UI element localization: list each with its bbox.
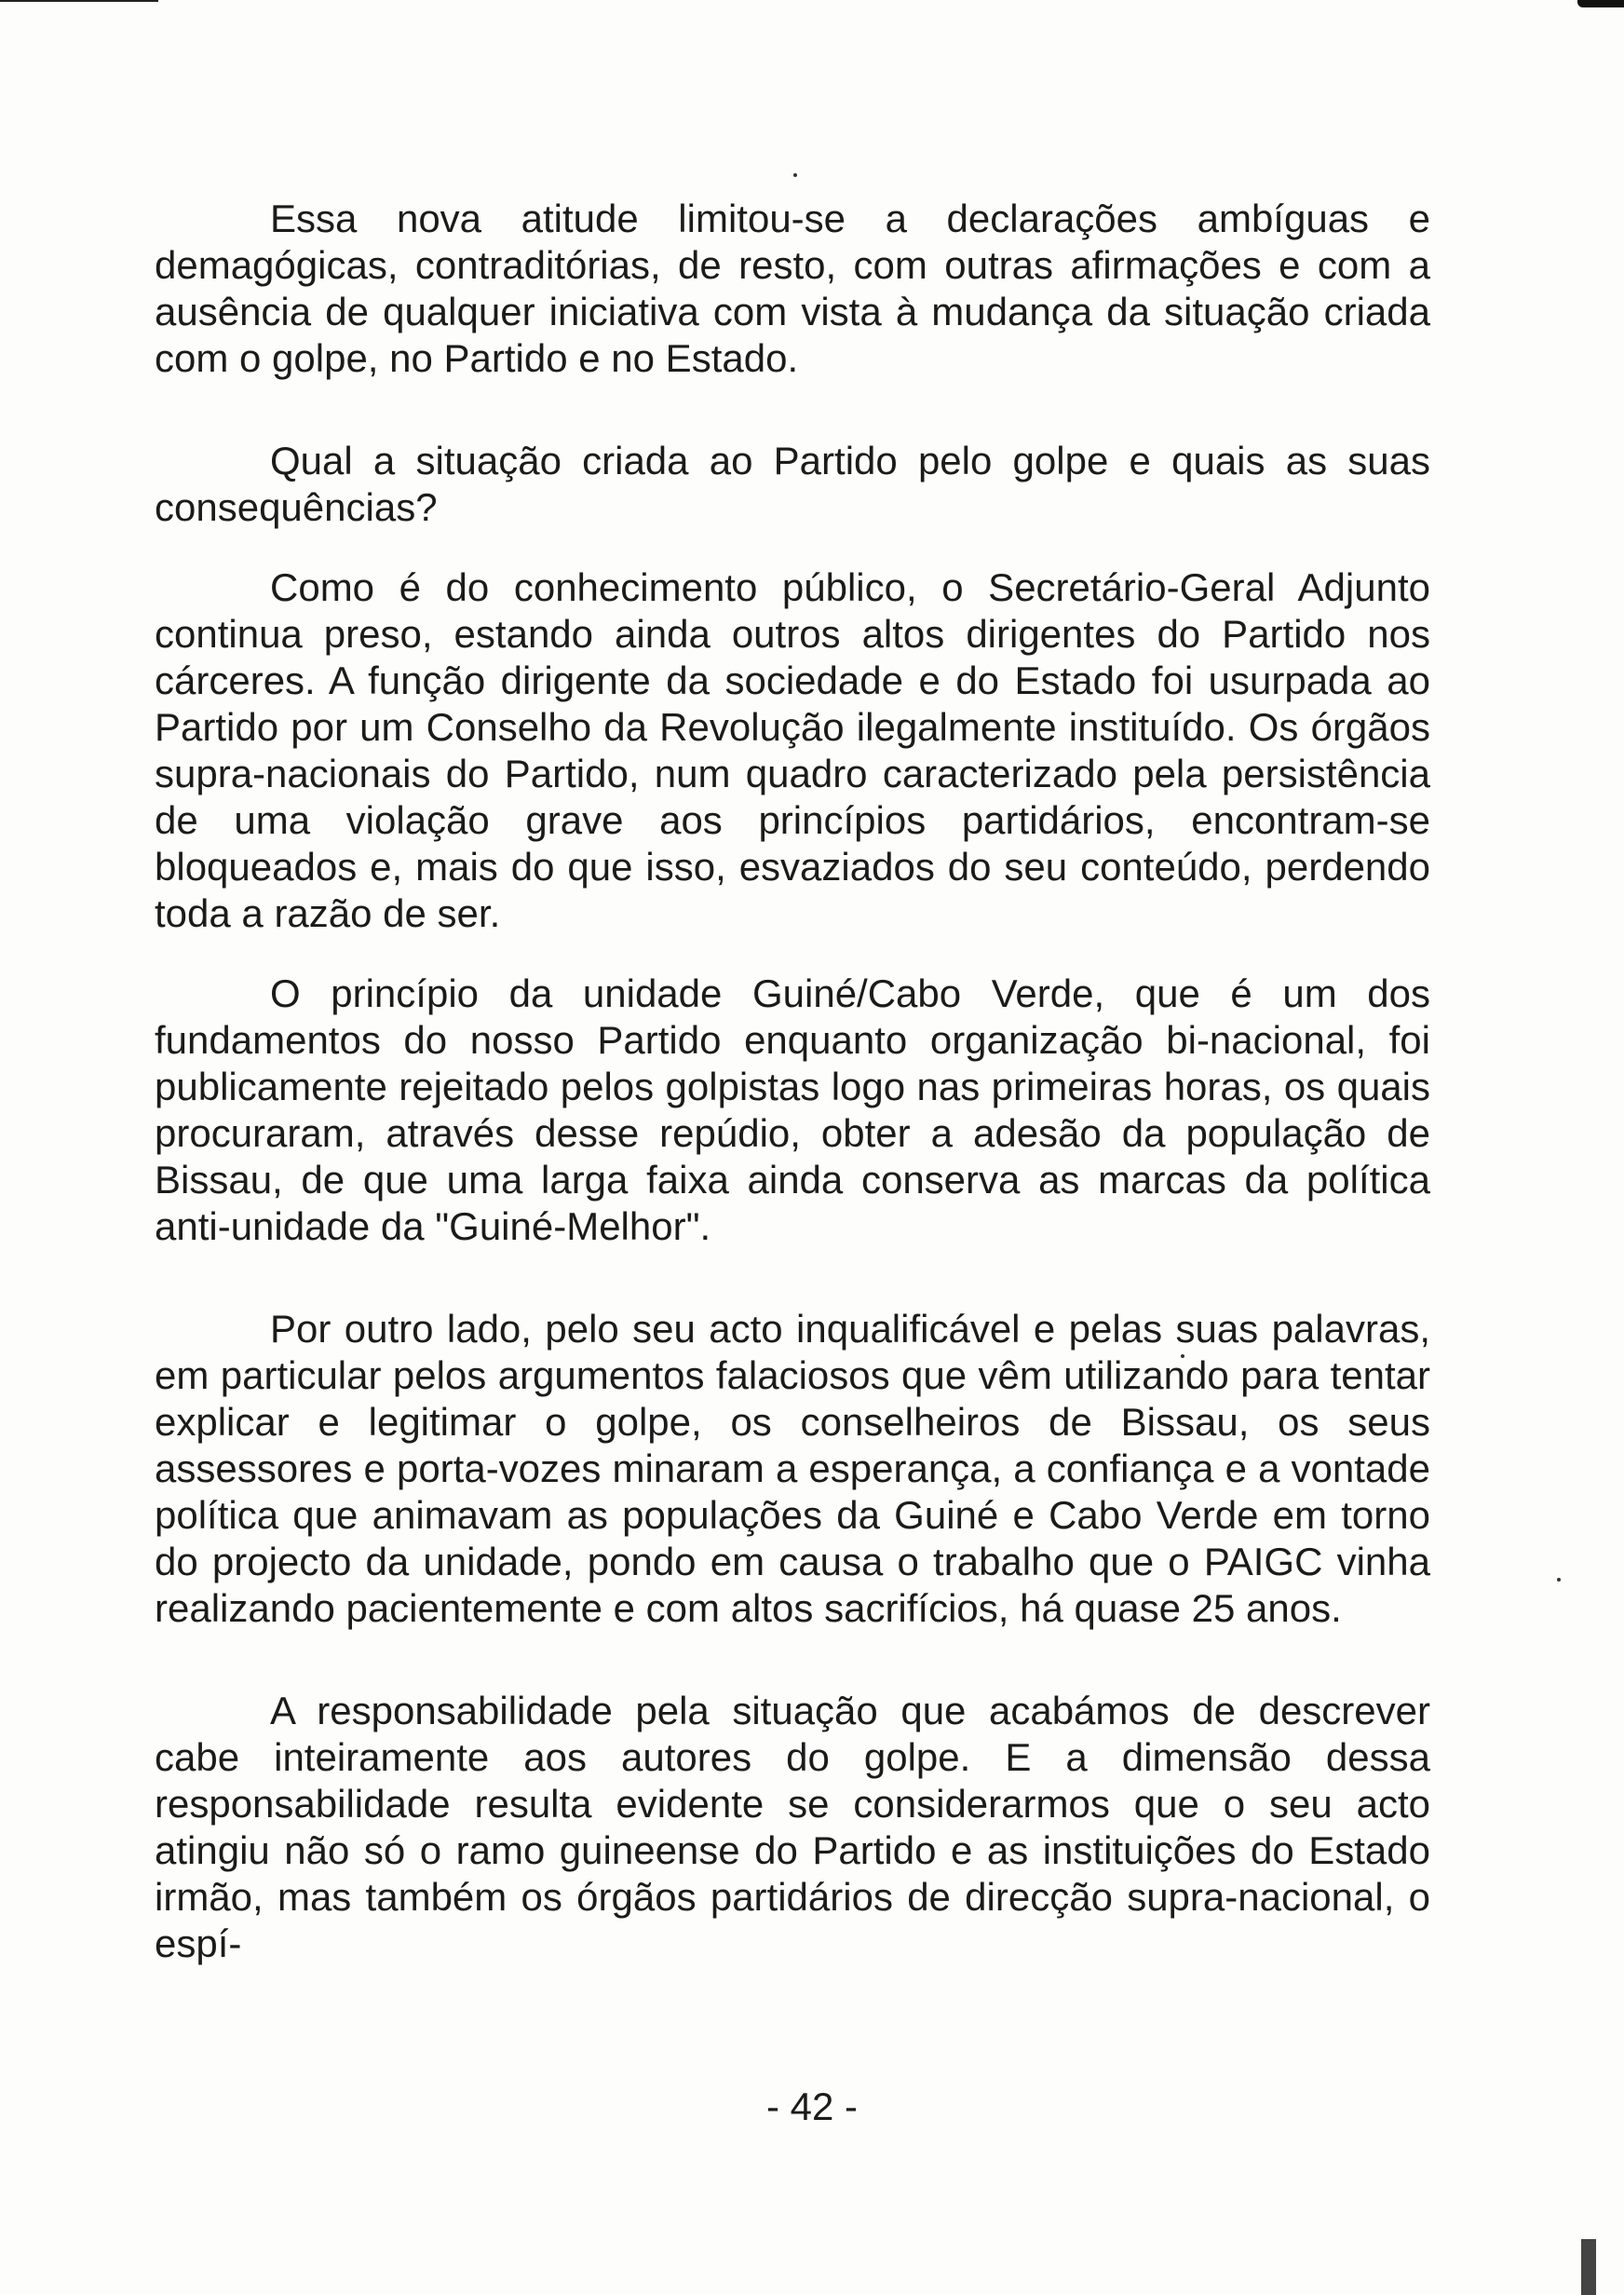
scan-edge-shadow: [1581, 2239, 1596, 2295]
scan-corner-mark: [1577, 0, 1624, 7]
paragraph-3: Como é do conhecimento público, o Secretário-Geral Adjunto continua preso, estando ainda outros altos dirigentes do Partido nos cárceres. A função dirigente da sociedade e do Estado foi usurpada ao Partido por um Conselho da Revolução ilegalmente instituído. Os órgãos supra-nacionais do Partido, num quadro caracterizado pela persistência de uma violação grave aos princípios partidários, encontram-se bloqueados e, mais do que isso, esvaziados do seu conteúdo, perdendo toda a razão de ser.: [155, 565, 1430, 935]
page-number: - 42 -: [765, 2085, 859, 2128]
paragraph-5: Por outro lado, pelo seu acto inqualificável e pelas suas palavras, em particular pelos argumentos falaciosos que vêm utilizando para tentar explicar e legitimar o golpe, os conselheiros de Bissau, os seus assessores e porta-vozes minaram a esperança, a confiança e a vontade política que animavam as populações da Guiné e Cabo Verde em torno do projecto da unidade, pondo em causa o trabalho que o PAIGC vinha realizando pacientemente e com altos sacrifícios, há quase 25 anos.: [155, 1307, 1430, 1630]
scan-speck: [793, 173, 797, 177]
paragraph-2: Qual a situação criada ao Partido pelo golpe e quais as suas consequências?: [155, 439, 1430, 529]
scan-edge-mark: [0, 0, 158, 2]
body-text: [155, 196, 1430, 2023]
scan-speck: [1557, 1578, 1561, 1582]
paragraph-4: O princípio da unidade Guiné/Cabo Verde, que é um dos fundamentos do nosso Partido enquanto organização bi-nacional, foi publicamente rejeitado pelos golpistas logo nas primeiras horas, os quais procuraram, através desse repúdio, obter a adesão da população de Bissau, de que uma larga faixa ainda conserva as marcas da política anti-unidade da "Guiné-Melhor".: [155, 971, 1430, 1248]
paragraph-1: Essa nova atitude limitou-se a declarações ambíguas e demagógicas, contraditórias, de resto, com outras afirmações e com a ausência de qualquer iniciativa com vista à mudança da situação criada com o golpe, no Partido e no Estado.: [155, 197, 1430, 380]
paragraph-6: A responsabilidade pela situação que acabámos de descrever cabe inteiramente aos autores do golpe. E a dimensão dessa responsabilidade resulta evidente se considerarmos que o seu acto atingiu não só o ramo guineense do Partido e as instituições do Estado irmão, mas também os órgãos partidários de direcção supra-nacional, o espí-: [155, 1689, 1430, 1965]
